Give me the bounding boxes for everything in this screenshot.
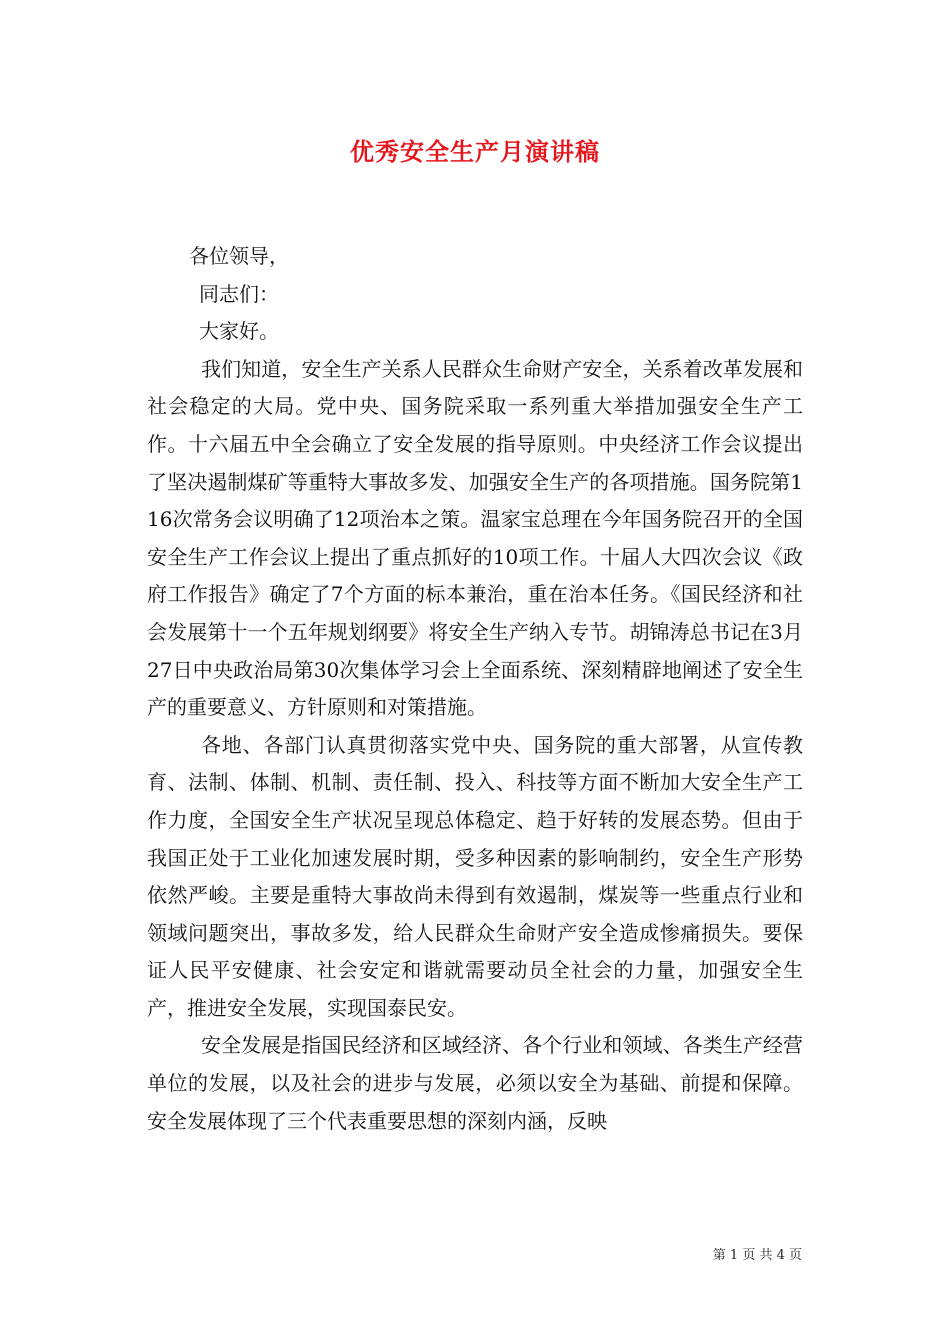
document-title: 优秀安全生产月演讲稿 <box>350 137 600 166</box>
greeting-leaders: 各位领导， <box>189 244 289 268</box>
greeting-comrades: 同志们： <box>199 281 279 306</box>
paragraph-1: 我们知道，安全生产关系人民群众生命财产安全，关系着改革发展和社会稳定的大局。党中央、国务院采取一系列重大举措加强安全生产工作。十六届五中全会确立了安全发展的指导原则。中央经济工作会议提出了坚决遏制煤矿等重特大事故多发、加强安全生产的各项措施。国务院第116次常务会议明确了12项治本之策。温家宝总理在今年国务院召开的全国安全生产工作会议上提出了重点抓好的10项工作。十届人大四次会议《政府工作报告》确定了7个方面的标本兼治，重在治本任务。《国民经济和社会发展第十一个五年规划纲要》将安全生产纳入专节。胡锦涛总书记在3月27日中央政治局第30次集体学习会上全面系统、深刻精辟地阐述了安全生产的重要意义、方针原则和对策措施。 <box>147 356 803 720</box>
paragraph-2: 各地、各部门认真贯彻落实党中央、国务院的重大部署，从宣传教育、法制、体制、机制、责任制、投入、科技等方面不断加大安全生产工作力度，全国安全生产状况呈现总体稳定、趋于好转的发展态势。但由于我国正处于工业化加速发展时期，受多种因素的影响制约，安全生产形势依然严峻。主要是重特大事故尚未得到有效遏制，煤炭等一些重点行业和领域问题突出，事故多发，给人民群众生命财产安全造成惨痛损失。要保证人民平安健康、社会安定和谐就需要动员全社会的力量，加强安全生产，推进安全发展，实现国泰民安。 <box>147 732 803 1020</box>
greeting-hello: 大家好。 <box>199 319 279 344</box>
document-body <box>147 238 803 1140</box>
paragraph-3: 安全发展是指国民经济和区域经济、各个行业和领域、各类生产经营单位的发展，以及社会的进步与发展，必须以安全为基础、前提和保障。安全发展体现了三个代表重要思想的深刻内涵，反映 <box>147 1033 803 1133</box>
page-footer: 第 1 页 共 4 页 <box>712 1248 802 1263</box>
